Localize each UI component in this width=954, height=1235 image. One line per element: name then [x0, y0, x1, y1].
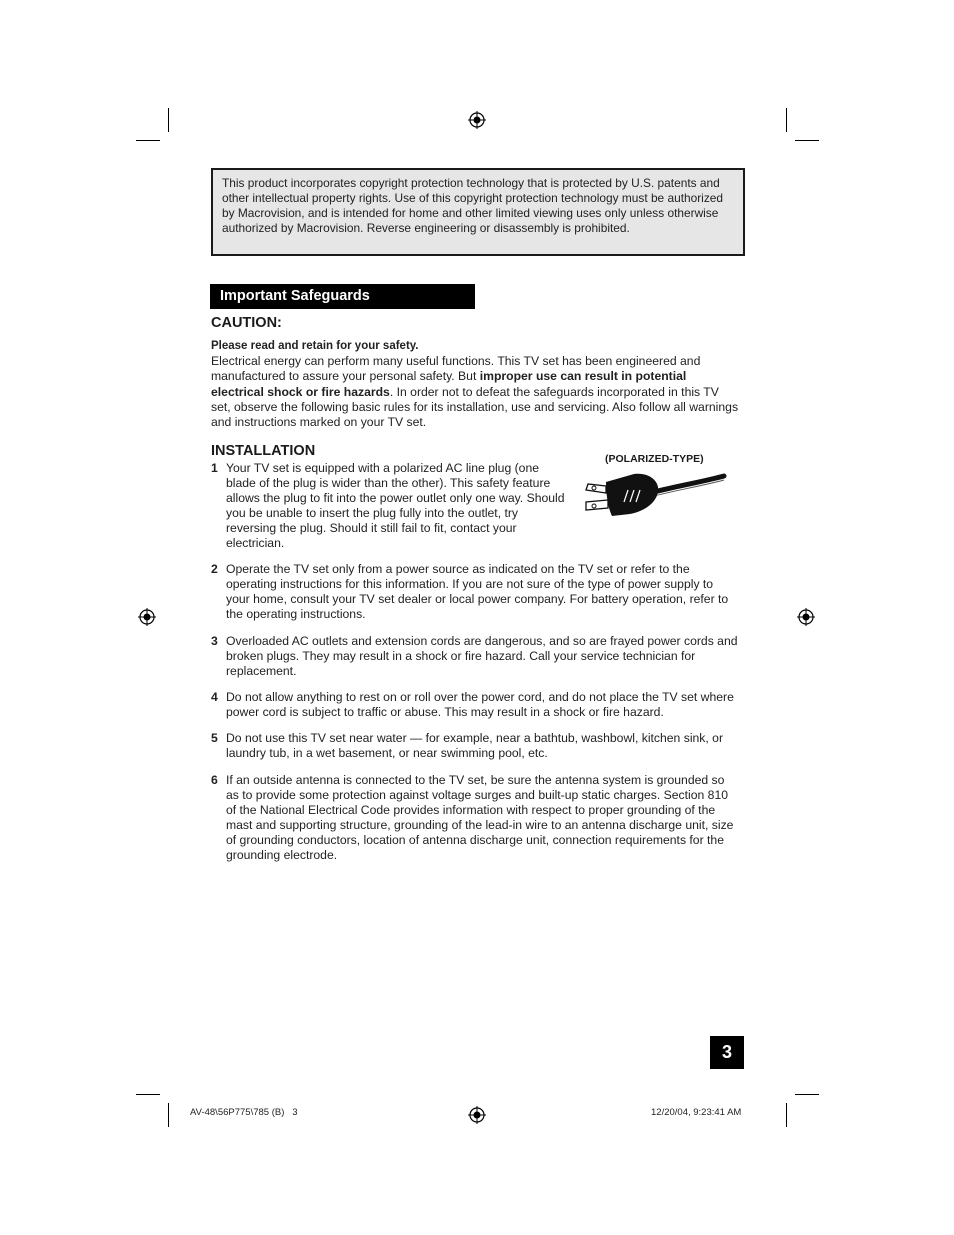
caution-intro: [211, 339, 741, 430]
registration-mark-icon: [797, 608, 815, 626]
caution-body-part: Electrical energy can perform many useful functions. This TV set has been engineered and manufactured to assure your personal safety. But: [211, 354, 701, 384]
page-number: 3: [710, 1036, 744, 1069]
caution-lead: Please read and retain for your safety.: [211, 340, 419, 352]
installation-heading: INSTALLATION: [211, 443, 316, 459]
polarized-plug-icon: [572, 468, 732, 522]
crop-mark: [795, 1094, 819, 1095]
caution-body-part: . In order not to defeat the safeguards incorporated in this TV set, observe the following basic rules for its installation, use and servicing. Also follow all warnings and instructions marked on your TV set.: [211, 384, 739, 430]
crop-mark: [168, 1103, 169, 1127]
crop-mark: [786, 1103, 787, 1127]
section-title: Important Safeguards: [210, 284, 475, 309]
item-text: If an outside antenna is connected to the TV set, be sure the antenna system is grounded so as to provide some protection against voltage surges and built-up static charges. Section 810 of the National Electrical Code provides information with respect to proper grounding of the mast and supporting structure, grounding of the lead-in wire to an antenna discharge unit, size of grounding conductors, location of antenna discharge unit, connection requirements for the grounding electrode.: [226, 773, 734, 863]
crop-mark: [136, 1094, 160, 1095]
item-number: 4: [211, 690, 218, 704]
registration-mark-icon: [468, 111, 486, 129]
caution-heading: CAUTION:: [211, 315, 282, 331]
item-text: Do not use this TV set near water — for example, near a bathtub, washbowl, kitchen sink, or laundry tub, in a wet basement, or near swimming pool, etc.: [226, 731, 724, 761]
crop-mark: [786, 108, 787, 132]
item-text: Overloaded AC outlets and extension cords are dangerous, and so are frayed power cords and broken plugs. They may result in a shock or fire hazard. Call your service technician for replacement.: [226, 634, 738, 679]
item-number: 1: [211, 461, 218, 475]
caution-body-bold: improper use can result in potential electrical shock or fire hazards: [211, 369, 687, 399]
registration-mark-icon: [138, 608, 156, 626]
copyright-notice-box: This product incorporates copyright protection technology that is protected by U.S. patents and other intellectual property rights. Use of this copyright protection technology must be authorized by Macrovision, and is intended for home and other limited viewing uses only unless otherwise authorized by Macrovision. Reverse engineering or disassembly is prohibited.: [211, 168, 745, 256]
crop-mark: [168, 108, 169, 132]
item-number: 3: [211, 634, 218, 648]
item-text: Your TV set is equipped with a polarized AC line plug (one blade of the plug is wider than the other). This safety feature allows the plug to fit into the power outlet only one way. Should you be unable to insert the plug fully into the outlet, try reversing the plug. Should it still fail to fit, contact your electrician.: [226, 461, 565, 551]
footer-file-info: AV-48\56P775\785 (B) 3: [190, 1107, 298, 1118]
footer-timestamp: 12/20/04, 9:23:41 AM: [651, 1107, 742, 1118]
registration-mark-icon: [468, 1106, 486, 1124]
crop-mark: [795, 140, 819, 141]
item-number: 2: [211, 562, 218, 576]
item-number: 6: [211, 773, 218, 787]
plug-caption: (POLARIZED-TYPE): [605, 453, 704, 465]
item-text: Operate the TV set only from a power source as indicated on the TV set or refer to the operating instructions for this information. If you are not sure of the type of power supply to your home, consult your TV set dealer or local power company. For battery operation, refer to the operating instructions.: [226, 562, 729, 622]
crop-mark: [136, 140, 160, 141]
item-number: 5: [211, 731, 218, 745]
item-text: Do not allow anything to rest on or roll over the power cord, and do not place the TV set where power cord is subject to traffic or abuse. This may result in a shock or fire hazard.: [226, 690, 734, 720]
